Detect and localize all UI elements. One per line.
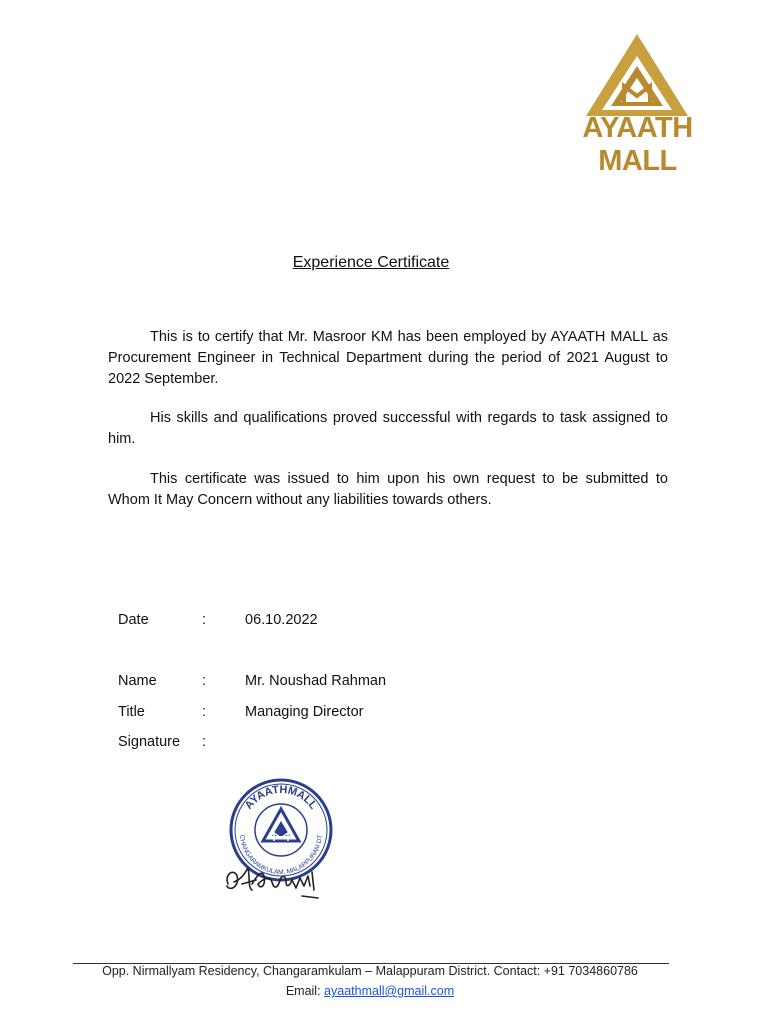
- title-field: [118, 704, 518, 724]
- field-separator: :: [202, 734, 207, 750]
- logo-text: AYAATH MALL: [582, 112, 693, 177]
- paragraph-employment: [108, 327, 668, 390]
- paragraph-skills: [108, 408, 668, 450]
- paragraph-text: This is to certify that Mr. Masroor KM has been employed by AYAATH MALL as Procurement Engineer in Technical Department during the period of 2021 August to 2022 September.: [108, 329, 668, 387]
- date-field: [118, 612, 518, 632]
- seal-logo-icon: [263, 809, 299, 841]
- handwritten-signature: [222, 860, 332, 905]
- name-field: [118, 673, 518, 693]
- email-label: Email:: [285, 984, 321, 998]
- name-label: Name: [118, 673, 157, 689]
- signature-field: [118, 734, 518, 754]
- signature-label: Signature: [118, 734, 181, 750]
- document-title: Experience Certificate: [292, 254, 450, 271]
- title-label: Title: [118, 704, 145, 720]
- field-separator: :: [202, 612, 207, 628]
- company-logo: [540, 30, 735, 177]
- footer-address: Opp. Nirmallyam Residency, Changaramkulam – Malappuram District. Contact: +91 7034860786: [102, 964, 638, 978]
- name-value: Mr. Noushad Rahman: [245, 673, 387, 689]
- field-separator: :: [202, 673, 207, 689]
- email-link[interactable]: ayaathmall@gmail.com: [324, 984, 455, 998]
- footer-email-line: [0, 984, 740, 998]
- date-label: Date: [118, 612, 149, 628]
- paragraph-text: His skills and qualifications proved successful with regards to task assigned to him.: [108, 410, 668, 447]
- seal-top-text: AYAATHMALL: [242, 783, 320, 812]
- paragraph-text: This certificate was issued to him upon his own request to be submitted to Whom It May Concern without any liabilities towards others.: [108, 471, 668, 508]
- date-value: 06.10.2022: [245, 612, 318, 628]
- title-value: Managing Director: [245, 704, 364, 720]
- paragraph-purpose: [108, 469, 668, 511]
- logo-triangle-icon: [540, 30, 735, 120]
- field-separator: :: [202, 704, 207, 720]
- seal-bottom-text: CHANGARAMKULAM, MALAPPURAM DT: [237, 834, 324, 877]
